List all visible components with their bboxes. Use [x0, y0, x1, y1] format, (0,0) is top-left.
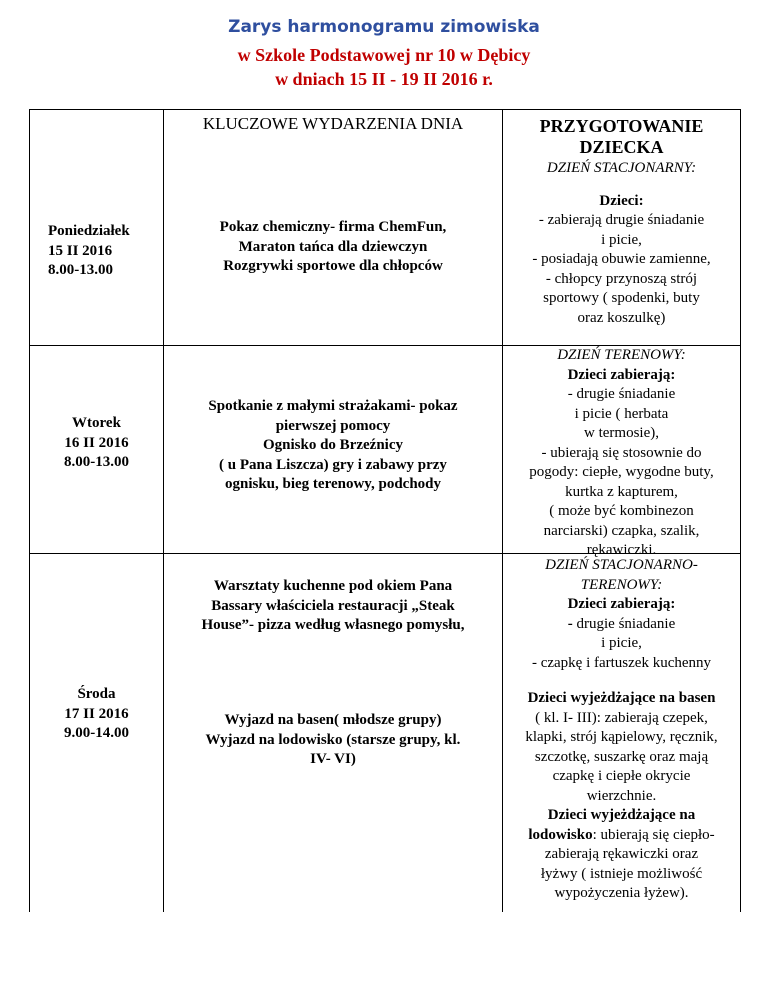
event-line: ( u Pana Liszcza) gry i zabawy przy: [219, 456, 447, 473]
prep-line: sportowy ( spodenki, buty: [543, 290, 700, 306]
day-name: Wtorek: [72, 415, 121, 431]
header-key-events: KLUCZOWE WYDARZENIA DNIA: [202, 114, 464, 133]
row-monday-day: [48, 222, 130, 281]
row-tuesday-events: [164, 397, 502, 495]
prep-line: pogody: ciepłe, wygodne buty,: [529, 464, 714, 480]
row-monday-events: [164, 218, 502, 277]
event-line: Ognisko do Brzeźnicy: [262, 437, 403, 453]
document-title: Zarys harmonogramu zimowiska: [228, 17, 540, 37]
document-subtitle-dates: w dniach 15 II - 19 II 2016 r.: [275, 69, 493, 89]
event-line: House”- pizza według własnego pomysłu,: [201, 617, 465, 633]
document-subtitle-school: w Szkole Podstawowej nr 10 w Dębicy: [237, 45, 531, 65]
day-date: 16 II 2016: [64, 434, 129, 451]
rink-heading: Dzieci wyjeżdżające na: [547, 807, 696, 823]
day-name: Środa: [77, 686, 116, 702]
rink-line: zabierają rękawiczki oraz: [544, 846, 699, 862]
prep-heading: Dzieci:: [599, 192, 644, 209]
event-line: pierwszej pomocy: [275, 417, 391, 434]
prep-line: kurtka z kapturem,: [565, 483, 678, 500]
day-date: 15 II 2016: [48, 242, 113, 259]
prep-line: - zabierają drugie śniadanie: [538, 212, 705, 228]
prep-dash: -: [567, 615, 577, 632]
event-line: Bassary właściciela restauracji „Steak: [211, 597, 455, 614]
prep-line: rękawiczki.: [586, 542, 657, 558]
event-line: IV- VI): [310, 751, 356, 767]
day-name: Poniedziałek: [48, 223, 130, 239]
row-tuesday-day: [30, 414, 163, 473]
day-type-label: DZIEŃ TERENOWY:: [557, 347, 686, 363]
prep-heading: Dzieci zabierają:: [567, 596, 676, 612]
prep-line: oraz koszulkę): [577, 309, 666, 326]
prep-line: - posiadają obuwie zamienne,: [532, 251, 711, 267]
table-border-right: [740, 109, 741, 912]
spacer: [503, 179, 740, 192]
prep-line: w termosie),: [584, 425, 659, 441]
pool-line: klapki, strój kąpielowy, ręcznik,: [525, 729, 718, 745]
day-type-label: DZIEŃ STACJONARNY:: [546, 160, 697, 176]
pool-line: czapkę i ciepłe okrycie: [552, 768, 691, 784]
prep-line: - ubierają się stosownie do: [541, 444, 702, 461]
pool-line: szczotkę, suszarkę oraz mają: [534, 748, 709, 765]
row-wednesday-events-trips: [164, 711, 502, 770]
row-wednesday-day: [30, 685, 163, 744]
row-monday-preparation: [503, 159, 740, 328]
event-line: Wyjazd na lodowisko (starsze grupy, kl.: [205, 731, 461, 748]
prep-line: narciarski) czapka, szalik,: [543, 522, 700, 539]
header-child-preparation-line2: DZIECKA: [579, 137, 664, 157]
row-wednesday-events-workshop: [164, 577, 502, 636]
table-border-left: [29, 109, 30, 912]
spacer: [503, 673, 740, 689]
prep-line: ( może być kombinezon: [549, 503, 694, 519]
event-line: Warsztaty kuchenne pod okiem Pana: [213, 578, 453, 594]
event-line: Maraton tańca dla dziewczyn: [238, 238, 428, 255]
day-type-label: TERENOWY:: [580, 576, 663, 593]
event-line: Wyjazd na basen( młodsze grupy): [224, 712, 442, 728]
row-tuesday-preparation: [503, 346, 740, 561]
row-wednesday-preparation: [503, 556, 740, 904]
day-time: 9.00-14.00: [64, 725, 129, 741]
prep-line: - chłopcy przynoszą strój: [545, 270, 698, 287]
event-line: Rozgrywki sportowe dla chłopców: [223, 258, 443, 274]
rink-line: wypożyczenia łyżew).: [554, 885, 689, 901]
rink-line: łyżwy ( istnieje możliwość: [540, 865, 703, 882]
prep-line: - drugie śniadanie: [567, 386, 676, 402]
event-line: ognisku, bieg terenowy, podchody: [224, 476, 442, 492]
header-child-preparation-line1: PRZYGOTOWANIE: [539, 116, 704, 136]
pool-heading: Dzieci wyjeżdżające na basen: [527, 690, 716, 706]
table-border-top: [29, 109, 741, 110]
prep-heading: Dzieci zabierają:: [567, 366, 676, 383]
prep-line: i picie,: [601, 231, 642, 248]
day-time: 8.00-13.00: [48, 262, 113, 278]
event-line: Pokaz chemiczny- firma ChemFun,: [219, 219, 447, 235]
prep-line: - czapkę i fartuszek kuchenny: [531, 654, 712, 671]
prep-line: drugie śniadanie: [576, 615, 676, 632]
prep-line: i picie ( herbata: [574, 405, 669, 422]
pool-line: ( kl. I- III): zabierają czepek,: [535, 709, 708, 726]
day-date: 17 II 2016: [64, 705, 129, 722]
rink-heading: lodowisko: [528, 826, 593, 843]
day-time: 8.00-13.00: [64, 454, 129, 470]
rink-line: : ubierają się ciepło-: [592, 826, 715, 843]
event-line: Spotkanie z małymi strażakami- pokaz: [208, 398, 458, 414]
prep-line: i picie,: [601, 635, 642, 651]
pool-line: wierzchnie.: [586, 787, 657, 804]
day-type-label: DZIEŃ STACJONARNO-: [545, 557, 698, 573]
